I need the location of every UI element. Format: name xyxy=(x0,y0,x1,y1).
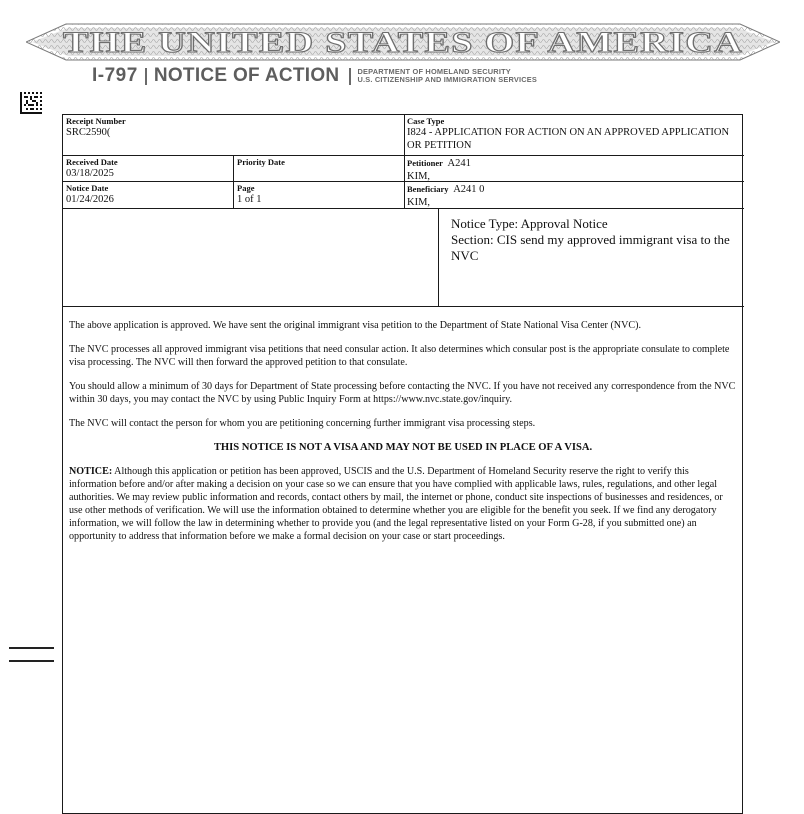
notice-date: 01/24/2026 xyxy=(66,194,114,205)
form-id: I-797 xyxy=(92,65,138,86)
page-cell xyxy=(237,183,402,206)
form-title: NOTICE OF ACTION xyxy=(153,65,340,86)
department-name xyxy=(357,68,537,84)
page-value: 1 of 1 xyxy=(237,194,262,205)
form-title-row xyxy=(92,64,537,88)
datamatrix-code xyxy=(20,92,42,114)
department-line-2: U.S. CITIZENSHIP AND IMMIGRATION SERVICES xyxy=(357,75,538,84)
notice-type: Notice Type: Approval Notice xyxy=(451,216,608,231)
case-type-label: Case Type xyxy=(407,116,445,126)
received-date-cell xyxy=(66,157,231,180)
body-paragraph-1: The above application is approved. We have sent the original immigrant visa petition to the Department of State National Visa Center (NVC). xyxy=(69,320,641,331)
banner-seal xyxy=(26,20,780,64)
receipt-number: SRC2590( xyxy=(66,127,111,138)
column-divider xyxy=(233,155,234,208)
notice-date-cell xyxy=(66,183,231,206)
beneficiary-number: A241 0 xyxy=(453,184,485,195)
receipt-number-label: Receipt Number xyxy=(66,116,126,126)
department-line-1: DEPARTMENT OF HOMELAND SECURITY xyxy=(357,67,511,76)
column-divider xyxy=(404,115,405,208)
page-label: Page xyxy=(237,183,255,193)
case-type-line-1: I824 - APPLICATION FOR ACTION ON AN APPROVED APPLICATION xyxy=(407,127,730,138)
title-divider xyxy=(145,68,147,85)
petitioner-label: Petitioner xyxy=(407,158,443,168)
beneficiary-name: KIM, xyxy=(407,197,431,208)
receipt-number-cell xyxy=(66,116,400,139)
case-type-cell xyxy=(407,116,742,152)
beneficiary-label: Beneficiary xyxy=(407,184,449,194)
margin-mark xyxy=(9,660,54,662)
notice-type-box xyxy=(451,216,744,264)
notice-paragraph xyxy=(69,465,737,543)
petitioner-number: A241 xyxy=(447,158,471,169)
petitioner-cell xyxy=(407,157,742,183)
notice-date-label: Notice Date xyxy=(66,183,109,193)
column-divider xyxy=(438,208,439,306)
beneficiary-cell xyxy=(407,183,742,209)
received-date: 03/18/2025 xyxy=(66,168,114,179)
dept-divider xyxy=(349,68,351,85)
case-type-line-2: OR PETITION xyxy=(407,140,472,151)
margin-marks xyxy=(9,647,54,673)
banner-text: THE UNITED STATES OF AMERICA xyxy=(63,26,743,59)
notice-section: Section: CIS send my approved immigrant visa to the NVC xyxy=(451,232,730,263)
not-a-visa-warning: THIS NOTICE IS NOT A VISA AND MAY NOT BE USED IN PLACE OF A VISA. xyxy=(213,442,593,453)
notice-text: Although this application or petition has been approved, USCIS and the U.S. Department of Homeland Security reserve the right to verify this information before and/or after making a decision on your case so we can ensure that you have complied with applicable laws, rules, regulations, and other legal authorities. We may review public information and records, contact others by mail, the internet or phone, conduct site inspections of businesses and residences, or use other methods of verification. We will use the information obtained to determine whether you are eligible for the benefit you seek. If we find any derogatory information, we will follow the law in determining whether to provide you (and the legal representative listed on your Form G-28, if you submitted one) an opportunity to address that information before we make a formal decision on your case or start proceedings. xyxy=(69,466,723,542)
priority-date-label: Priority Date xyxy=(237,157,285,167)
body-paragraph-3: You should allow a minimum of 30 days for Department of State processing before contacting the NVC. If you have not received any correspondence from the NVC within 30 days, you may contact the NVC by using Public Inquiry Form at https://www.nvc.state.gov/inquiry. xyxy=(69,381,736,405)
body-paragraph-2: The NVC processes all approved immigrant visa petitions that need consular action. It also determines which consular post is the appropriate consulate to complete visa processing. The NVC will then forward the approved petition to that consulate. xyxy=(69,344,730,368)
margin-mark xyxy=(9,647,54,649)
priority-date-cell xyxy=(237,157,402,167)
row-divider xyxy=(63,306,744,307)
body-paragraph-4: The NVC will contact the person for whom you are petitioning concerning further immigrant visa processing steps. xyxy=(69,418,536,429)
received-date-label: Received Date xyxy=(66,157,118,167)
notice-label: NOTICE: xyxy=(69,466,113,477)
petitioner-name: KIM, xyxy=(407,171,431,182)
notice-document xyxy=(62,114,743,814)
banner-graphic xyxy=(26,20,780,64)
notice-body xyxy=(69,319,737,554)
